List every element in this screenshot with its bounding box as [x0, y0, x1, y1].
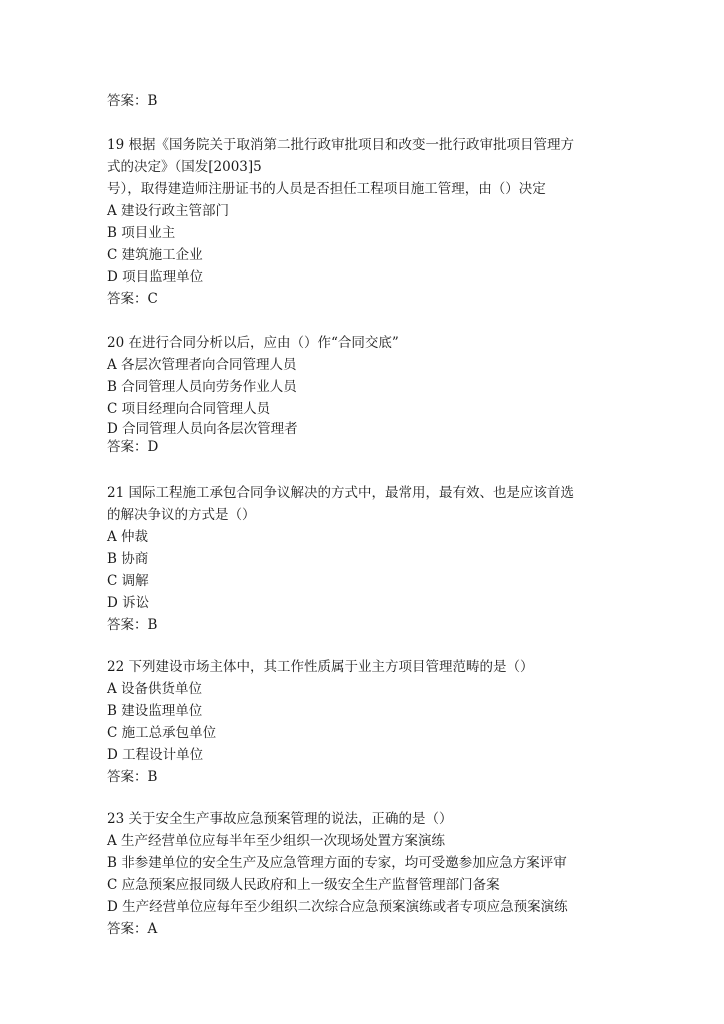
question-stem-line: 号），取得建造师注册证书的人员是否担任工程项目施工管理，由（）决定: [107, 181, 546, 197]
option-b: B 项目业主: [107, 225, 176, 241]
option-b: B 非参建单位的安全生产及应急管理方面的专家，均可受邀参加应急方案评审: [107, 855, 567, 871]
option-c: C 调解: [107, 573, 149, 589]
question-block: [107, 134, 627, 310]
spacer: [107, 112, 627, 134]
option-a: A 生产经营单位应每半年至少组织一次现场处置方案演练: [107, 833, 446, 849]
spacer: [107, 310, 627, 332]
answer-line: 答案：C: [107, 291, 158, 307]
option-b: B 协商: [107, 551, 149, 567]
spacer: [107, 456, 627, 482]
answer-line: 答案：A: [107, 921, 158, 937]
question-stem-line: 19 根据《国务院关于取消第二批行政审批项目和改变一批行政审批项目管理方: [107, 137, 574, 153]
question-block: [107, 808, 627, 940]
question-stem-line: 20 在进行合同分析以后，应由（）作“合同交底”: [107, 335, 399, 351]
question-stem-line: 式的决定》（国发[2003]5: [107, 159, 262, 175]
option-c: C 应急预案应报同级人民政府和上一级安全生产监督管理部门备案: [107, 877, 500, 893]
option-b: B 建设监理单位: [107, 703, 203, 719]
option-d: D 合同管理人员向各层次管理者: [107, 421, 298, 437]
question-block: [107, 482, 627, 636]
question-block: [107, 332, 627, 456]
answer-line: 答案：B: [107, 617, 158, 633]
option-a: A 设备供货单位: [107, 681, 203, 697]
question-stem-line: 的解决争议的方式是（）: [107, 507, 256, 523]
option-a: A 各层次管理者向合同管理人员: [107, 357, 297, 373]
option-a: A 仲裁: [107, 529, 149, 545]
question-block: [107, 656, 627, 788]
option-a: A 建设行政主管部门: [107, 203, 230, 219]
question-stem-line: 21 国际工程施工承包合同争议解决的方式中，最常用，最有效、也是应该首选: [107, 485, 574, 501]
answer-line: 答案：B: [107, 769, 158, 785]
option-c: C 施工总承包单位: [107, 725, 217, 741]
question-stem-line: 23 关于安全生产事故应急预案管理的说法，正确的是（）: [107, 811, 453, 827]
option-c: C 建筑施工企业: [107, 247, 203, 263]
answer-line: 答案：B: [107, 93, 158, 109]
option-d: D 工程设计单位: [107, 747, 204, 763]
answer-line: 答案：D: [107, 439, 159, 455]
spacer: [107, 788, 627, 808]
question-stem-line: 22 下列建设市场主体中，其工作性质属于业主方项目管理范畴的是（）: [107, 659, 534, 675]
spacer: [107, 636, 627, 656]
option-d: D 诉讼: [107, 595, 150, 611]
option-d: D 生产经营单位应每年至少组织二次综合应急预案演练或者专项应急预案演练: [107, 899, 568, 915]
option-d: D 项目监理单位: [107, 269, 204, 285]
document-page: [107, 90, 627, 940]
option-c: C 项目经理向合同管理人员: [107, 401, 271, 417]
option-b: B 合同管理人员向劳务作业人员: [107, 379, 297, 395]
